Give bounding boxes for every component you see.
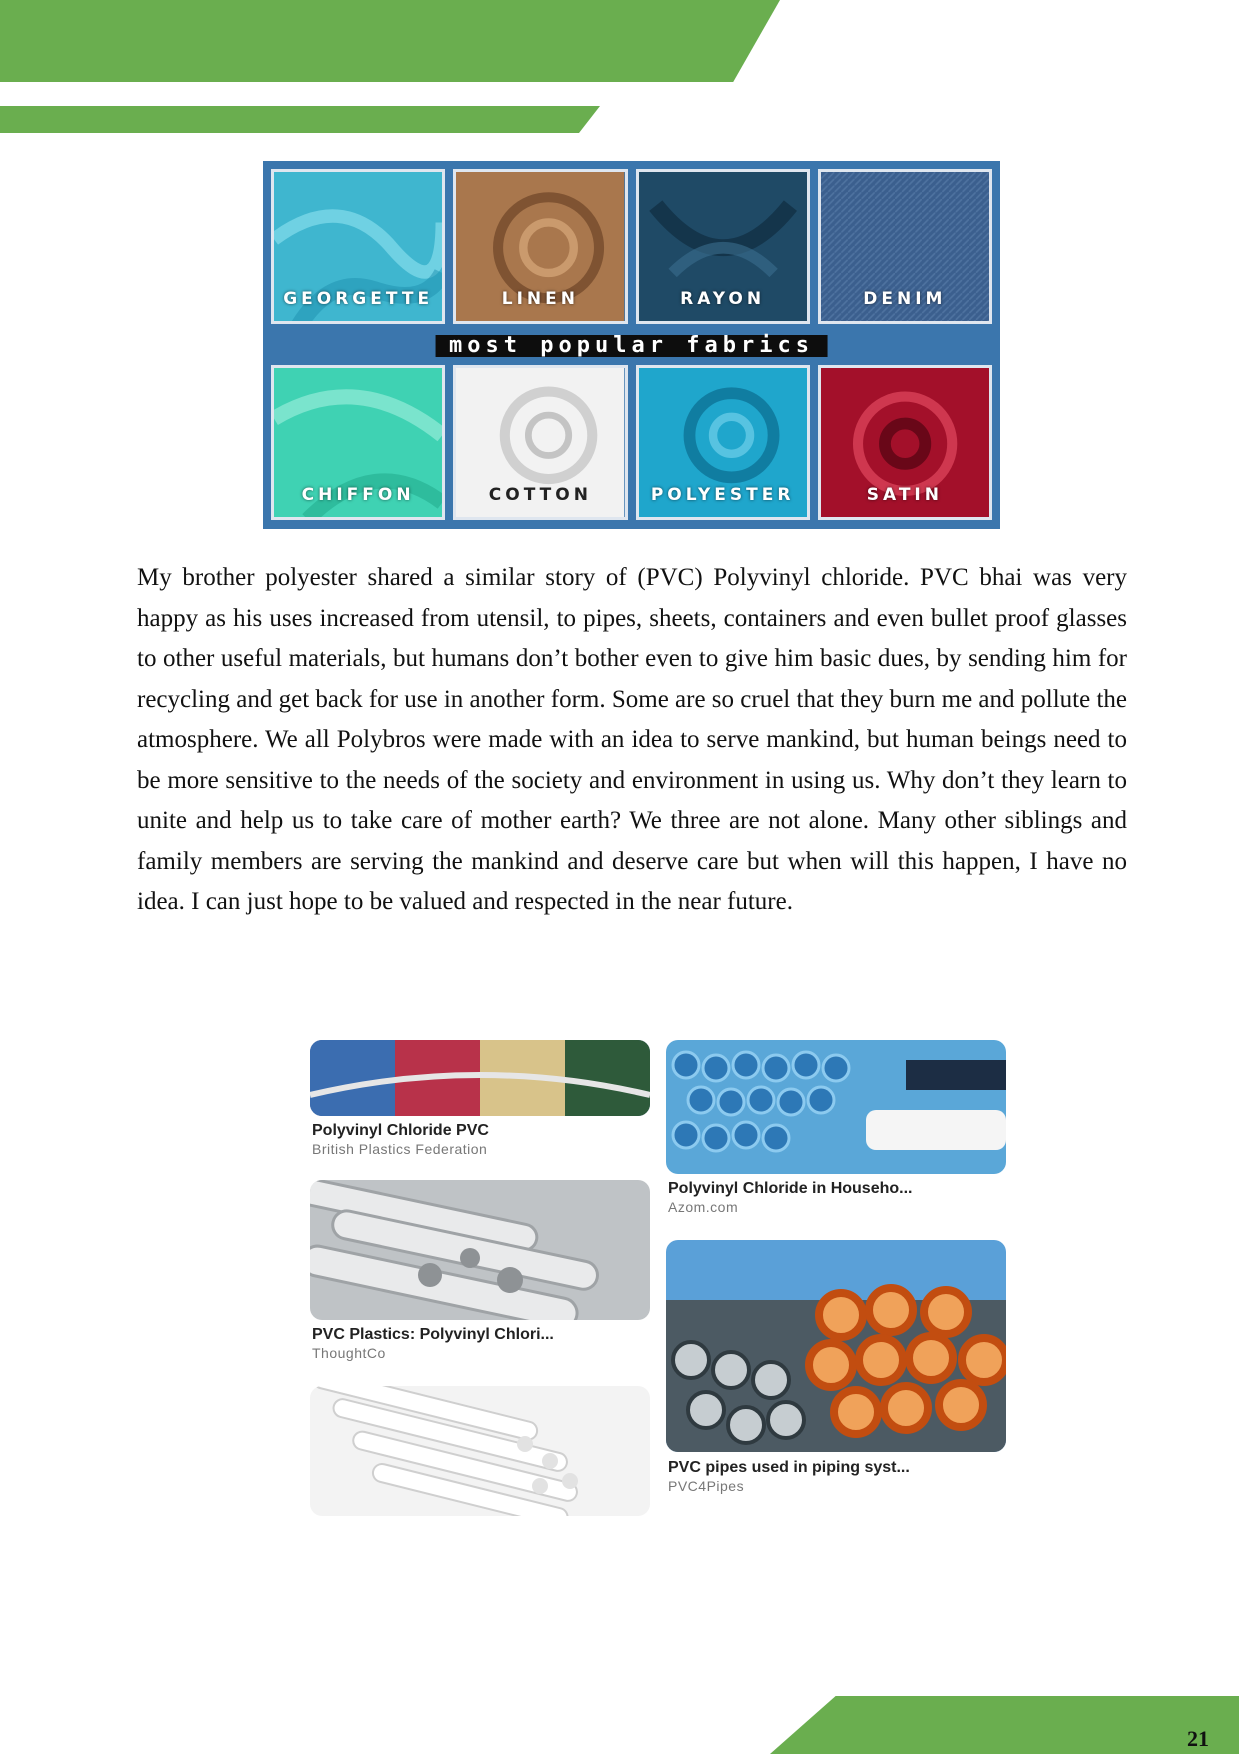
grey-pipes-thumbnail bbox=[310, 1180, 650, 1320]
fabric-label: LINEN bbox=[501, 289, 579, 309]
fabric-swatch-satin bbox=[818, 365, 992, 520]
orange-pipes-thumbnail bbox=[666, 1240, 1006, 1452]
fabrics-title: most popular fabrics bbox=[435, 335, 828, 357]
pvc-products-thumbnail bbox=[310, 1040, 650, 1116]
result-title: Polyvinyl Chloride PVC bbox=[312, 1122, 489, 1139]
fabric-label: COTTON bbox=[488, 485, 592, 505]
pvc-results bbox=[310, 1020, 1008, 1520]
result-source: ThoughtCo bbox=[312, 1345, 386, 1361]
fabric-label: POLYESTER bbox=[650, 485, 795, 505]
result-title: Polyvinyl Chloride in Househo... bbox=[668, 1180, 913, 1197]
fabrics-row-top bbox=[271, 169, 992, 324]
fabric-label: DENIM bbox=[863, 289, 947, 309]
footer-band bbox=[770, 1696, 1239, 1754]
fabric-swatch-denim bbox=[818, 169, 992, 324]
fabric-swatch-polyester bbox=[636, 365, 810, 520]
story-paragraph: My brother polyester shared a similar story of (PVC) Polyvinyl chloride. PVC bhai was very happy as his uses increased from utensil, to pipes, sheets, containers and even bullet proof glasses to other useful materials, but humans don’t bother even to give him basic dues, by sending him for recycling and get back for use in another form. Some are so cruel that they burn me and pollute the atmosphere. We all Polybros were made with an idea to serve mankind, but human beings need to be more sensitive to the needs of the society and environment in using us. Why don’t they learn to unite and help us to take care of mother earth? We three are not alone. Many other siblings and family members are serving the mankind and deserve care but when will this happen, I have no idea. I can just hope to be valued and respected in the near future. bbox=[137, 564, 1127, 915]
fabric-swatch-linen bbox=[453, 169, 627, 324]
fabrics-row-bottom bbox=[271, 365, 992, 520]
result-source: PVC4Pipes bbox=[668, 1478, 745, 1494]
header-band-bottom bbox=[0, 106, 600, 133]
fabric-swatch-rayon bbox=[636, 169, 810, 324]
fabric-swatch-chiffon bbox=[271, 365, 445, 520]
fabric-swatch-georgette bbox=[271, 169, 445, 324]
fabric-label: SATIN bbox=[866, 485, 943, 505]
white-conduits-thumbnail bbox=[310, 1386, 650, 1516]
fabric-label: CHIFFON bbox=[301, 485, 415, 505]
result-title: PVC Plastics: Polyvinyl Chlori... bbox=[312, 1326, 554, 1343]
page-number: 21 bbox=[1187, 1726, 1209, 1751]
result-source: British Plastics Federation bbox=[312, 1141, 488, 1157]
fabric-label: GEORGETTE bbox=[283, 289, 434, 309]
result-source: Azom.com bbox=[668, 1199, 739, 1215]
result-title: PVC pipes used in piping syst... bbox=[668, 1459, 910, 1476]
fabrics-collage bbox=[263, 161, 1000, 529]
header-band-top bbox=[0, 0, 780, 82]
fabric-label: RAYON bbox=[680, 289, 766, 309]
fabric-swatch-cotton bbox=[453, 365, 627, 520]
blue-pipes-thumbnail bbox=[666, 1040, 1006, 1174]
